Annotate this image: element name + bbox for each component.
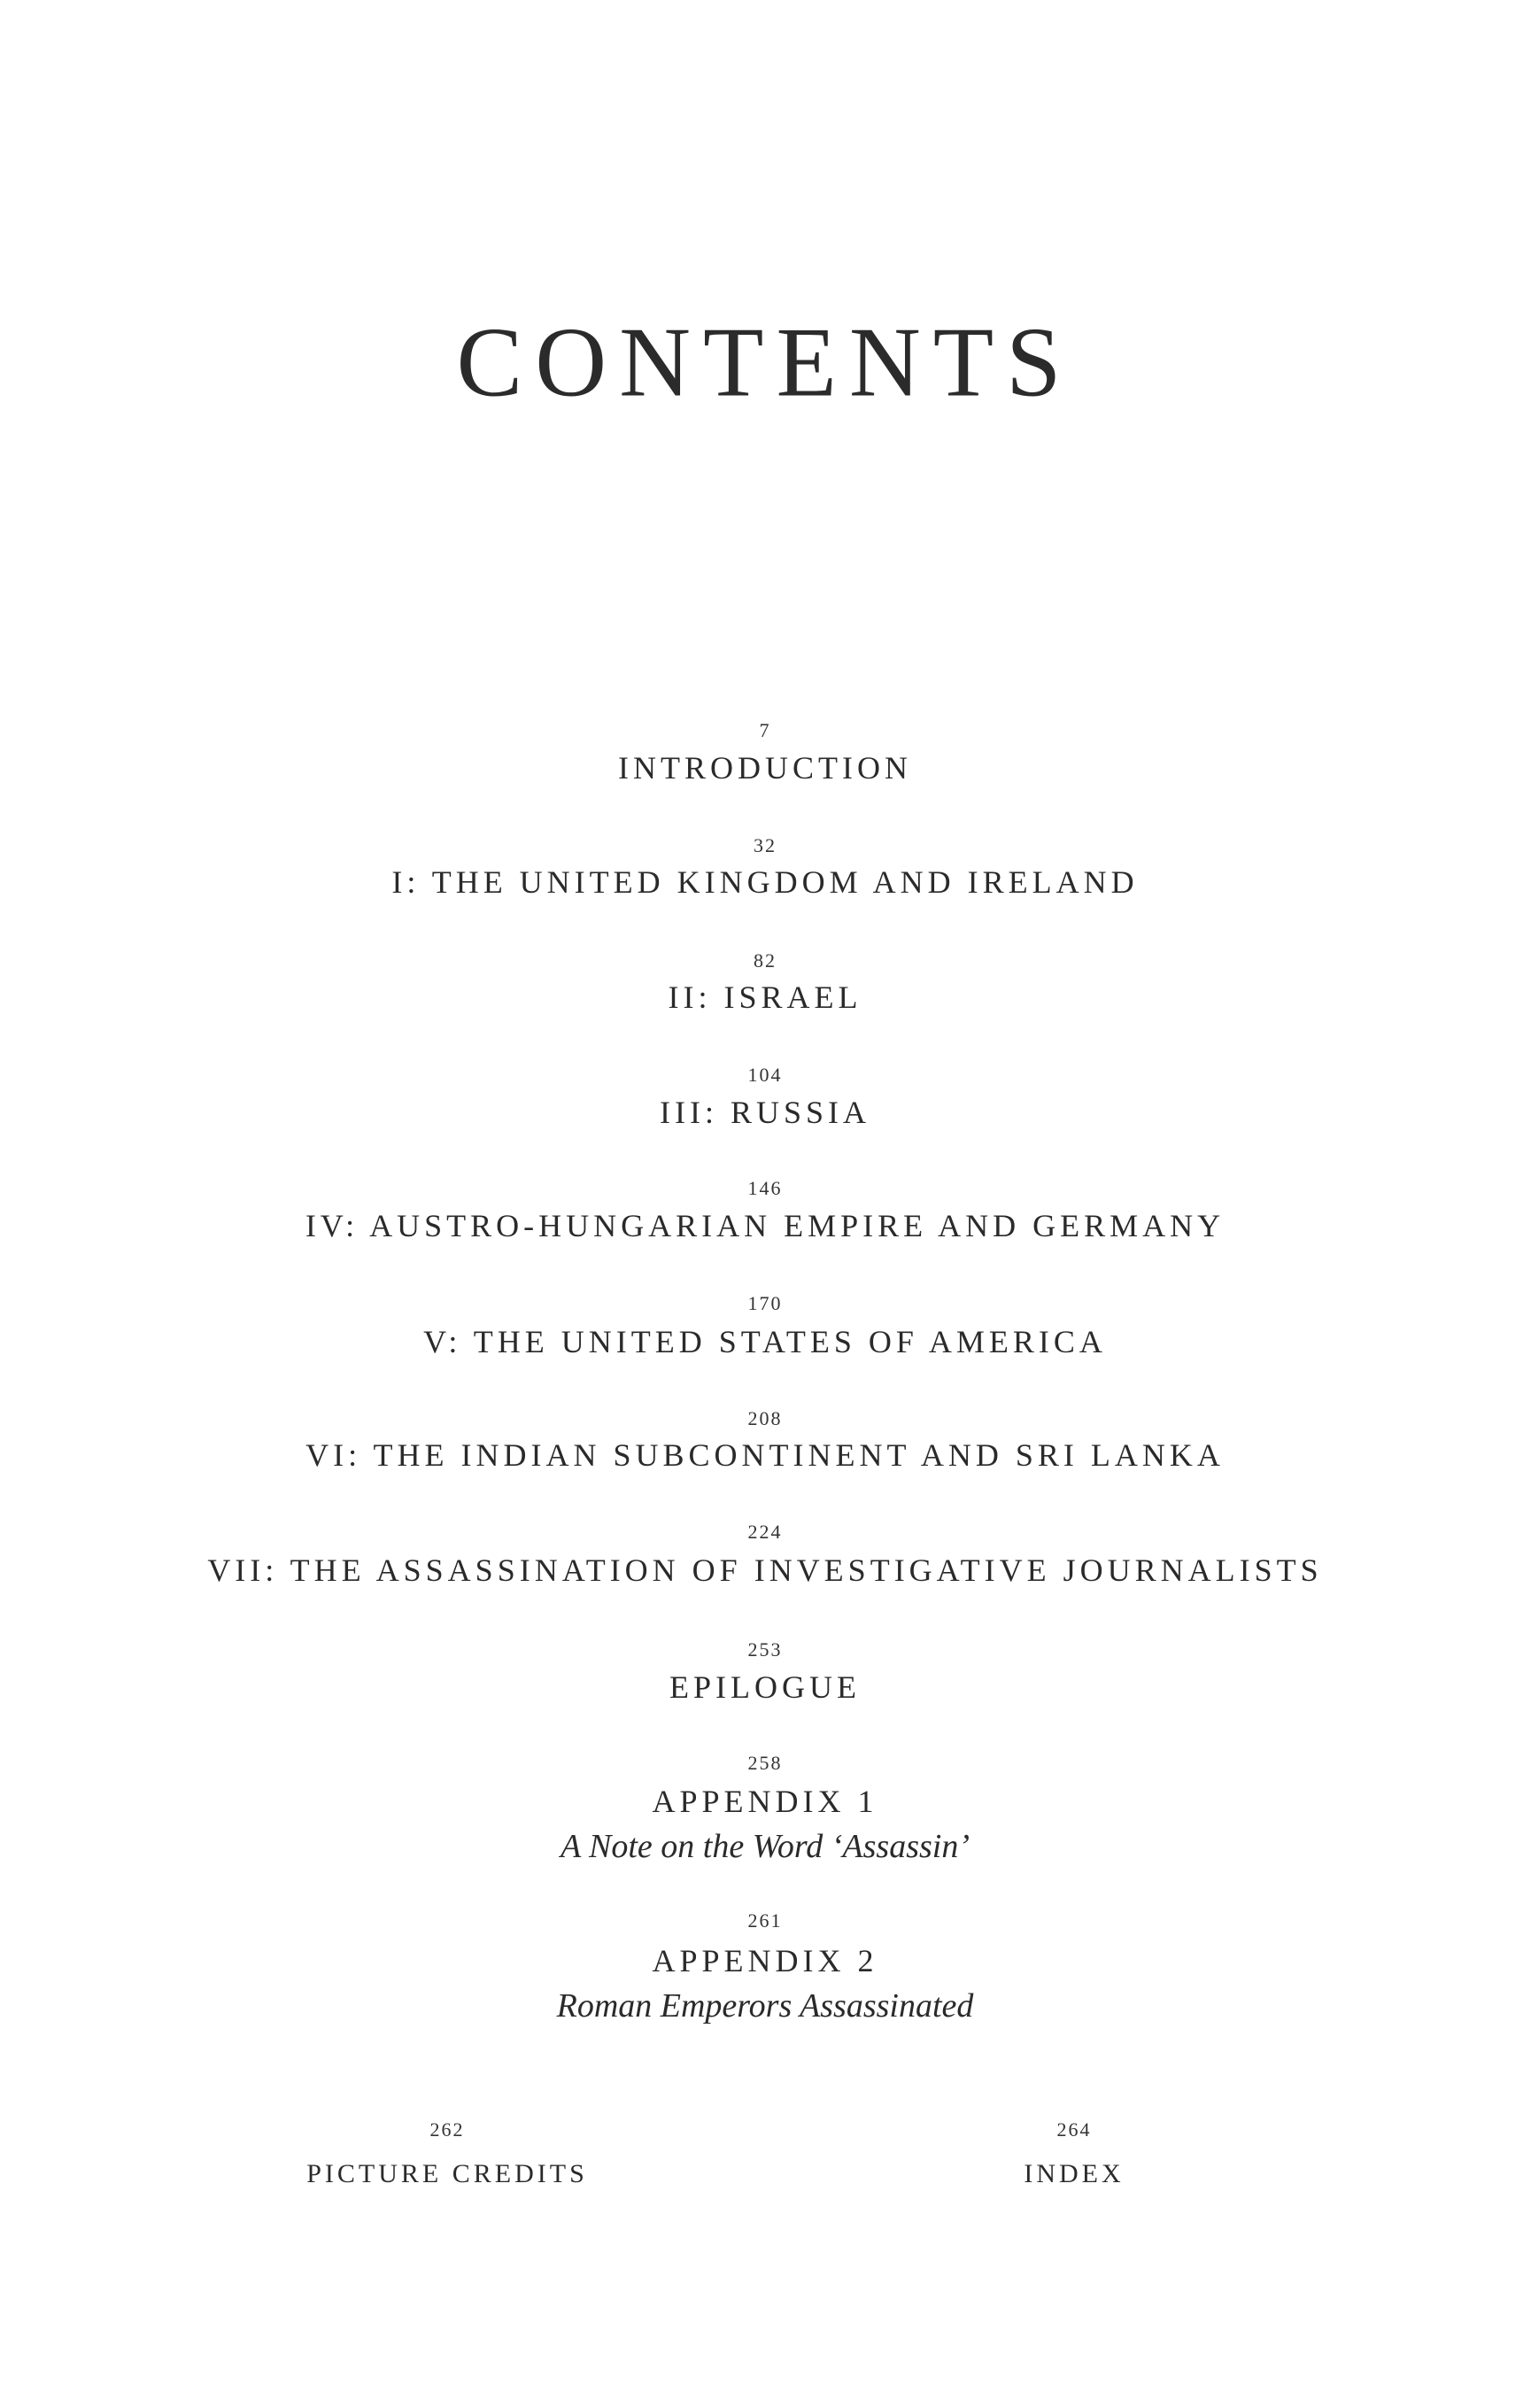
entry-page-number: 208 xyxy=(747,1407,783,1429)
entry-page-number: 224 xyxy=(747,1521,783,1543)
footer-label: INDEX xyxy=(1024,2159,1125,2188)
entry-page-number: 258 xyxy=(747,1752,783,1774)
entry-page-number: 82 xyxy=(754,949,777,972)
entry-page-number: 104 xyxy=(747,1064,783,1086)
entry-label: I: THE UNITED KINGDOM AND IRELAND xyxy=(391,864,1139,900)
entry-page-number: 253 xyxy=(747,1638,783,1661)
entry-label: II: ISRAEL xyxy=(668,979,862,1015)
entry-page-number: 261 xyxy=(747,1909,783,1932)
page-title: CONTENTS xyxy=(456,307,1074,418)
entry-page-number: 7 xyxy=(759,719,771,741)
footer-page-number: 264 xyxy=(1056,2118,1092,2141)
entry-label: V: THE UNITED STATES OF AMERICA xyxy=(423,1324,1107,1359)
footer-page-number: 262 xyxy=(429,2118,465,2141)
entry-label: IV: AUSTRO-HUNGARIAN EMPIRE AND GERMANY xyxy=(305,1208,1226,1243)
entry-label: EPILOGUE xyxy=(669,1669,861,1705)
entry-page-number: 146 xyxy=(747,1177,783,1199)
entry-label: VI: THE INDIAN SUBCONTINENT AND SRI LANKA xyxy=(305,1437,1225,1473)
entry-page-number: 32 xyxy=(754,834,777,856)
entry-label: APPENDIX 2 xyxy=(652,1943,878,1978)
entry-label: INTRODUCTION xyxy=(618,750,912,786)
entry-page-number: 170 xyxy=(747,1292,783,1314)
entry-label: VII: THE ASSASSINATION OF INVESTIGATIVE JOURNALISTS xyxy=(207,1552,1323,1588)
footer-label: PICTURE CREDITS xyxy=(306,2159,588,2188)
entry-label: APPENDIX 1 xyxy=(652,1784,878,1819)
entry-subtitle: Roman Emperors Assassinated xyxy=(556,1987,974,2025)
entry-label: III: RUSSIA xyxy=(659,1095,871,1130)
entry-subtitle: A Note on the Word ‘Assassin’ xyxy=(561,1828,970,1865)
